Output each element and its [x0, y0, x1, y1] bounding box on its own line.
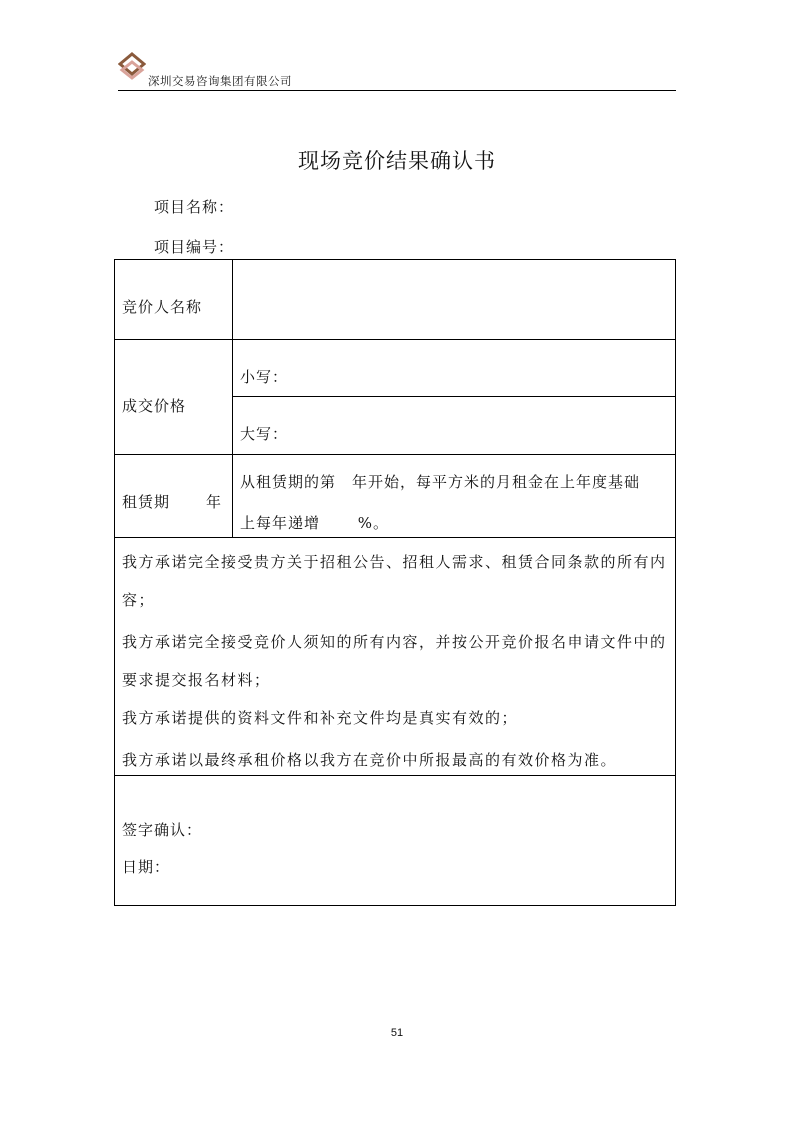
date-label: 日期：: [122, 858, 171, 876]
lease-term-label: 租赁期: [122, 493, 171, 511]
commitment-1: 我方承诺完全接受贵方关于招租公告、招租人需求、租赁合同条款的所有内容；: [122, 553, 667, 609]
header-rule: [118, 90, 676, 91]
price-lower-label: 小写：: [240, 368, 289, 386]
commitment-4: 我方承诺以最终承租价格以我方在竞价中所报最高的有效价格为准。: [122, 751, 618, 769]
company-name: 深圳交易咨询集团有限公司: [148, 74, 292, 88]
price-upper-label: 大写：: [240, 425, 289, 443]
project-name-label: 项目名称：: [154, 198, 235, 216]
company-logo-icon: [118, 52, 146, 82]
bidder-name-label: 竞价人名称: [122, 298, 203, 316]
document-title: 现场竞价结果确认书: [298, 149, 496, 173]
signature-label: 签字确认：: [122, 821, 203, 839]
confirmation-form-table: [114, 259, 676, 906]
page-header: [118, 52, 676, 92]
lease-term-line-2: 上每年递增 %。: [240, 514, 390, 532]
project-number-label: 项目编号：: [154, 238, 235, 256]
commitment-3: 我方承诺提供的资料文件和补充文件均是真实有效的；: [122, 709, 519, 727]
page-number: 51: [390, 1027, 404, 1039]
lease-term-line-1: 从租赁期的第 年开始，每平方米的月租金在上年度基础: [240, 473, 641, 491]
deal-price-label: 成交价格: [122, 397, 187, 415]
commitment-2: 我方承诺完全接受竞价人须知的所有内容，并按公开竞价报名申请文件中的要求提交报名材料；: [122, 633, 667, 689]
lease-term-year-label: 年: [206, 493, 223, 511]
